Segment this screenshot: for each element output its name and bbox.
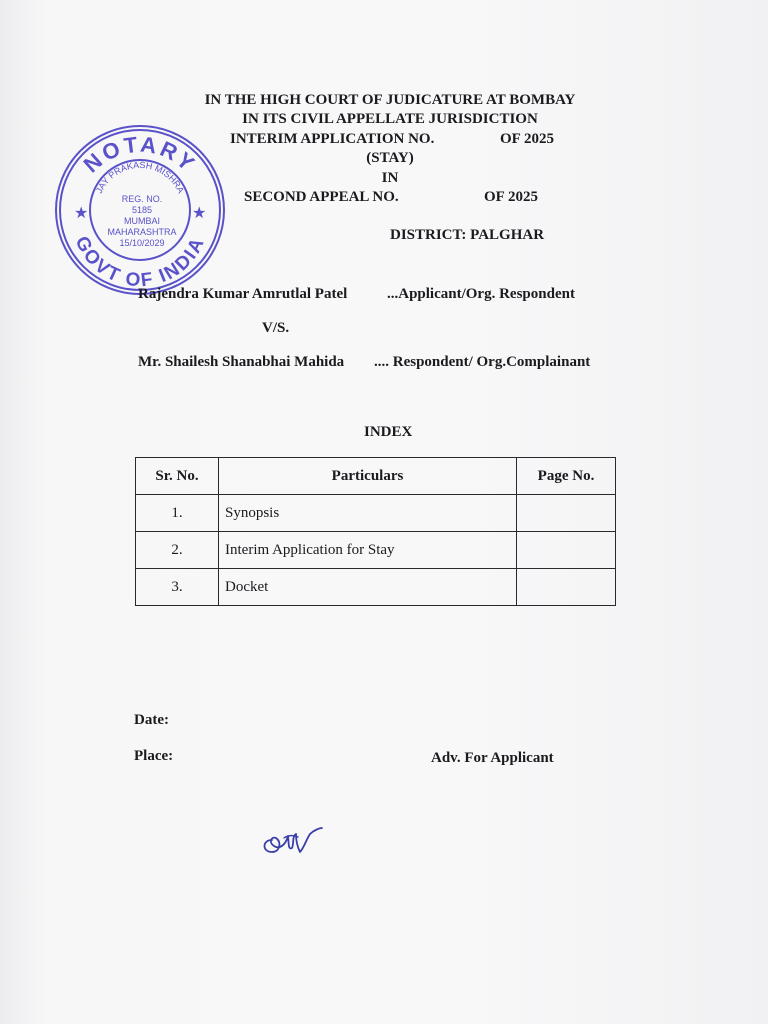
row-sr-no: 1.: [136, 495, 219, 532]
table-row: [136, 495, 616, 532]
stamp-bottom-text: GOVT OF INDIA: [70, 233, 210, 292]
stamp-reg-label: REG. NO.: [121, 194, 163, 204]
handwritten-signature: [258, 818, 324, 860]
advocate-label: Adv. For Applicant: [431, 750, 554, 766]
stamp-date: 15/10/2029: [119, 238, 165, 248]
application-label: INTERIM APPLICATION NO.: [230, 131, 435, 147]
stamp-holder-name: JAY PRAKASH MISHRA: [93, 159, 187, 195]
appeal-year: OF 2025: [484, 189, 539, 205]
respondent-role: .... Respondent/ Org.Complainant: [374, 354, 591, 370]
row-page-no: [517, 569, 616, 606]
date-label: Date:: [134, 712, 169, 728]
index-header-row: [136, 458, 616, 495]
row-sr-no: 3.: [136, 569, 219, 606]
in-line: IN: [381, 170, 399, 186]
stamp-star-left-icon: ★: [74, 205, 89, 222]
application-year: OF 2025: [500, 131, 555, 147]
column-header-page-no: Page No.: [517, 458, 616, 495]
index-table: [135, 457, 616, 606]
column-header-particulars: Particulars: [219, 458, 517, 495]
row-particulars: Docket: [219, 569, 517, 606]
court-title: IN THE HIGH COURT OF JUDICATURE AT BOMBAY: [204, 92, 576, 108]
place-label: Place:: [134, 748, 174, 764]
stay-line: (STAY): [366, 150, 414, 166]
district-line: DISTRICT: PALGHAR: [390, 227, 545, 243]
table-row: [136, 569, 616, 606]
stamp-star-right-icon: ★: [192, 205, 207, 222]
index-title: INDEX: [364, 424, 413, 440]
versus: V/S.: [262, 320, 290, 336]
stamp-state: MAHARASHTRA: [107, 227, 177, 237]
respondent-name: Mr. Shailesh Shanabhai Mahida: [138, 354, 345, 370]
row-page-no: [517, 532, 616, 569]
row-particulars: Interim Application for Stay: [219, 532, 517, 569]
table-row: [136, 532, 616, 569]
stamp-top-text: NOTARY: [78, 131, 202, 178]
appeal-label: SECOND APPEAL NO.: [244, 189, 399, 205]
row-sr-no: 2.: [136, 532, 219, 569]
row-particulars: Synopsis: [219, 495, 517, 532]
column-header-sr-no: Sr. No.: [136, 458, 219, 495]
applicant-role: ...Applicant/Org. Respondent: [387, 286, 575, 302]
notary-stamp: [52, 122, 228, 298]
jurisdiction-line: IN ITS CIVIL APPELLATE JURISDICTION: [242, 111, 538, 127]
stamp-reg-number: 5185: [131, 205, 153, 215]
applicant-name: Rajendra Kumar Amrutlal Patel: [138, 286, 348, 302]
stamp-city: MUMBAI: [124, 216, 160, 226]
row-page-no: [517, 495, 616, 532]
